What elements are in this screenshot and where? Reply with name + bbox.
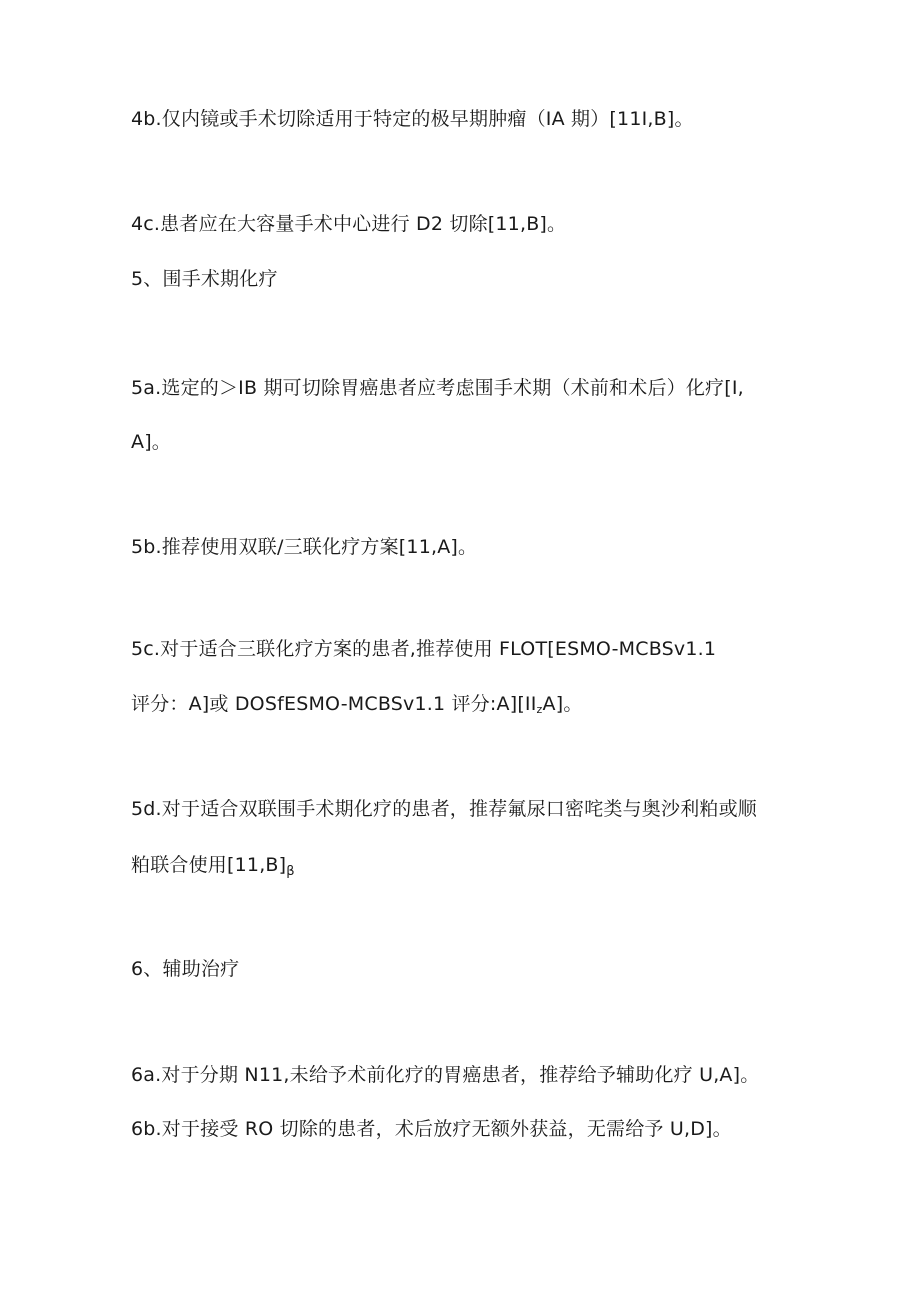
item-5d-line1: 5d.对于适合双联围手术期化疗的患者，推荐氟尿口密咤类与奥沙利粕或顺 [131, 798, 757, 820]
item-4c: 4c.患者应在大容量手术中心进行 D2 切除[11,B]。 [131, 213, 567, 235]
item-5c-line2-text: 评分：A]或 DOSfESMO-MCBSv1.1 评分:A][II [131, 693, 537, 715]
section-heading-5: 5、围手术期化疗 [131, 268, 278, 290]
item-5a-line2: A]。 [131, 431, 172, 453]
section-heading-6: 6、辅助治疗 [131, 958, 240, 980]
item-5d-line2-text: 粕联合使用[11,B] [131, 854, 287, 876]
item-5a-line1: 5a.选定的＞IB 期可切除胃癌患者应考虑围手术期（术前和术后）化疗[I, [131, 377, 744, 399]
item-5c-line2-end: A]。 [542, 693, 583, 715]
item-5d-line2 [131, 853, 295, 884]
item-5b: 5b.推荐使用双联/三联化疗方案[11,A]。 [131, 536, 478, 558]
item-6b: 6b.对于接受 RO 切除的患者，术后放疗无额外获益，无需给予 U,D]。 [131, 1118, 732, 1140]
item-5c-line2 [131, 692, 583, 722]
item-5c-subscript: z [536, 703, 543, 716]
item-5c-line1: 5c.对于适合三联化疗方案的患者,推荐使用 FLOT[ESMO-MCBSv1.1 [131, 638, 717, 660]
item-5d-beta-mark: β [286, 864, 295, 879]
item-4b: 4b.仅内镜或手术切除适用于特定的极早期肿瘤（IA 期）[11I,B]。 [131, 108, 694, 130]
item-6a: 6a.对于分期 N11,未给予术前化疗的胃癌患者，推荐给予辅助化疗 U,A]。 [131, 1064, 760, 1086]
